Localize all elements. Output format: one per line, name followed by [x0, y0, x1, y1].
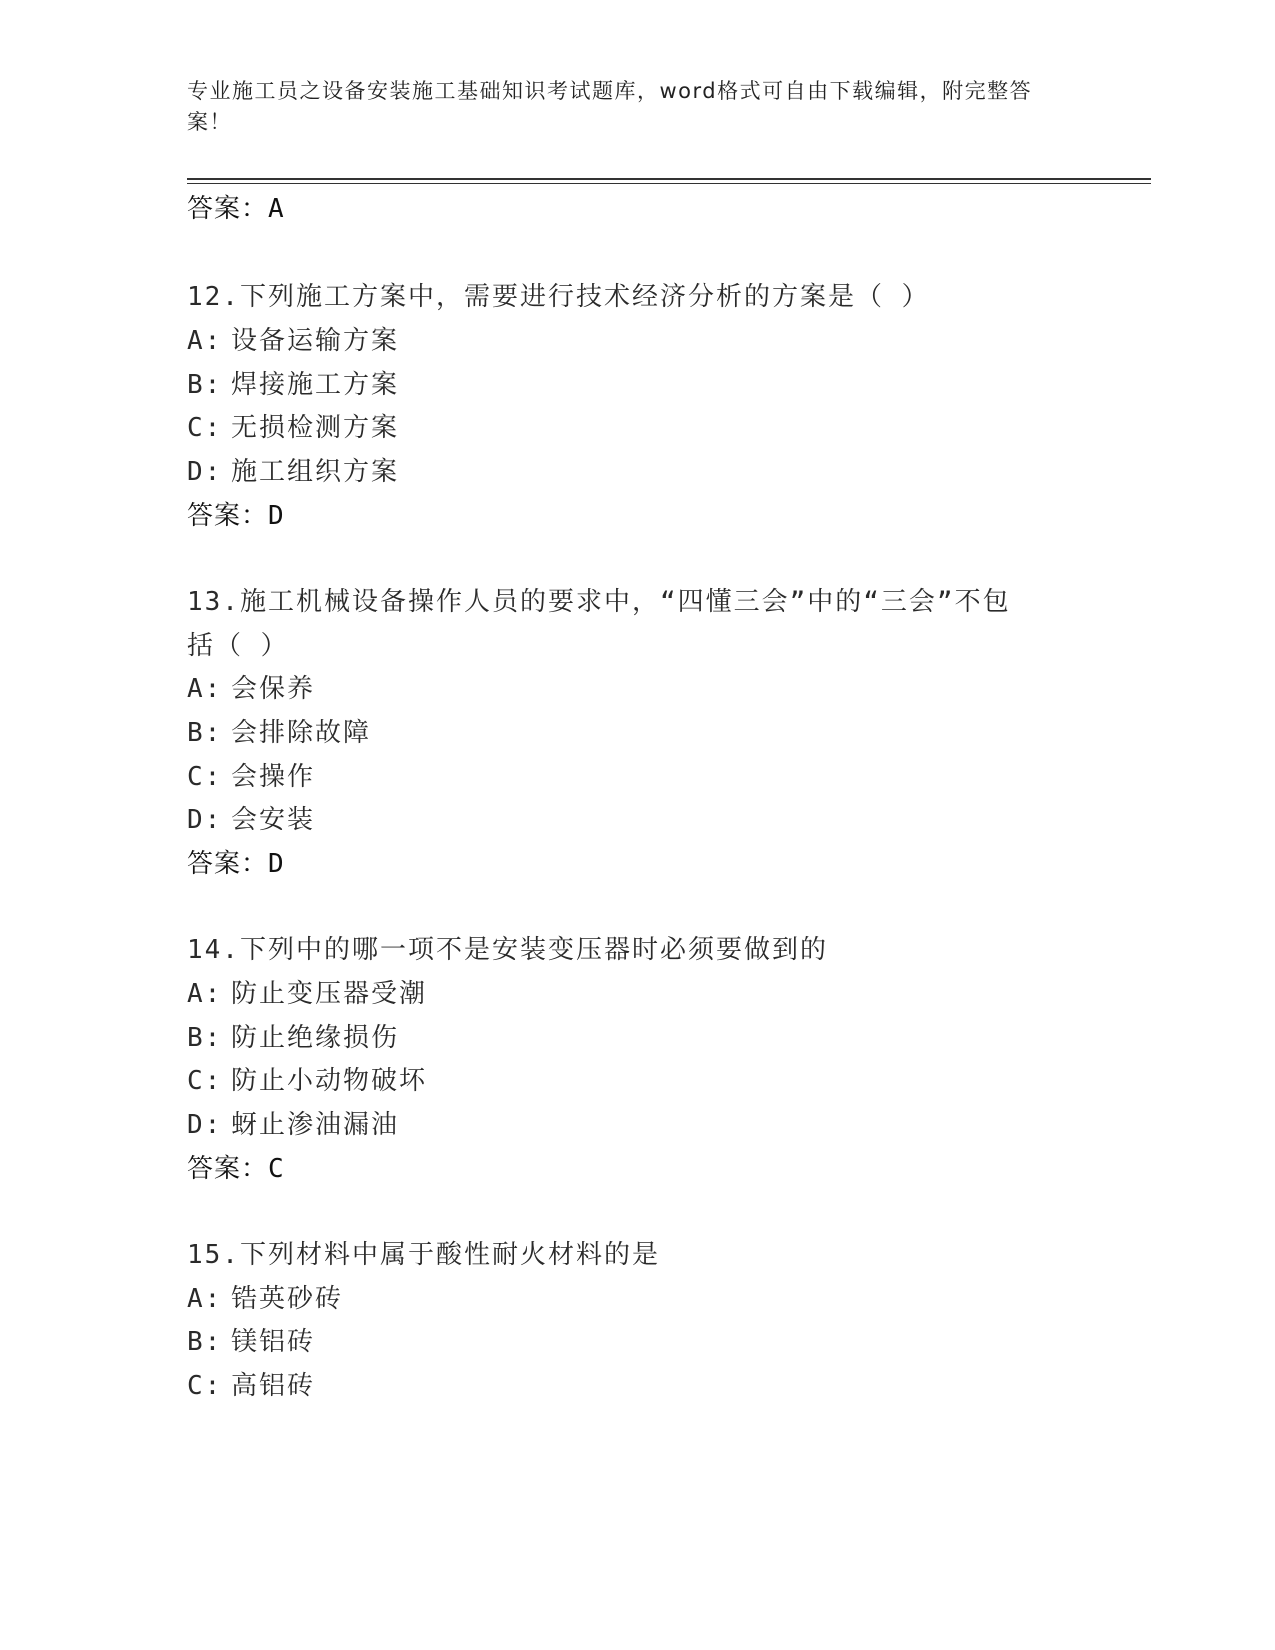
question-stem: 15.下列材料中属于酸性耐火材料的是 [187, 1240, 660, 1270]
option-text: 无损检测方案 [231, 413, 400, 443]
answer-line [187, 192, 285, 226]
answer-line [187, 847, 285, 881]
option-row [187, 1369, 315, 1403]
option-row [187, 716, 371, 750]
option-row [187, 760, 315, 794]
option-row [187, 1325, 315, 1359]
option-text: 会操作 [231, 762, 316, 792]
answer-label: 答案： [187, 501, 269, 531]
option-text: 锆英砂砖 [231, 1284, 344, 1314]
answer-value: D [268, 849, 285, 879]
option-key: C: [187, 1371, 223, 1401]
question-stem: 14.下列中的哪一项不是安装变压器时必须要做到的 [187, 935, 828, 965]
option-text: 镁铝砖 [231, 1327, 316, 1357]
option-key: D: [187, 1110, 223, 1140]
option-text: 设备运输方案 [231, 326, 400, 356]
answer-line [187, 1152, 285, 1186]
option-row [187, 977, 427, 1011]
option-row [187, 324, 399, 358]
option-row [187, 1064, 427, 1098]
header-rule-thin [187, 183, 1151, 184]
question-stem: 12.下列施工方案中，需要进行技术经济分析的方案是（ ） [187, 282, 930, 312]
option-row [187, 1282, 343, 1316]
option-row [187, 411, 399, 445]
option-key: C: [187, 413, 223, 443]
option-text: 施工组织方案 [231, 457, 400, 487]
option-text: 防止小动物破坏 [231, 1066, 428, 1096]
option-key: D: [187, 805, 223, 835]
option-key: D: [187, 457, 223, 487]
option-key: B: [187, 1327, 223, 1357]
option-key: B: [187, 1023, 223, 1053]
option-text: 防止变压器受潮 [231, 979, 428, 1009]
answer-value: A [268, 194, 285, 224]
option-text: 焊接施工方案 [231, 370, 400, 400]
option-row [187, 455, 399, 489]
header-rule-thick [187, 178, 1151, 180]
option-key: C: [187, 1066, 223, 1096]
option-text: 会排除故障 [231, 718, 372, 748]
option-row [187, 1021, 399, 1055]
option-key: A: [187, 326, 223, 356]
option-text: 高铝砖 [231, 1371, 316, 1401]
option-key: A: [187, 979, 223, 1009]
answer-value: C [268, 1154, 285, 1184]
question-stem: 13.施工机械设备操作人员的要求中，“四懂三会”中的“三会”不包 [187, 587, 1011, 617]
option-row [187, 803, 315, 837]
option-text: 蚜止渗油漏油 [231, 1110, 400, 1140]
answer-label: 答案： [187, 194, 269, 224]
option-key: A: [187, 1284, 223, 1314]
option-text: 会保养 [231, 674, 316, 704]
option-row [187, 368, 399, 402]
option-row [187, 1108, 399, 1142]
answer-value: D [268, 501, 285, 531]
option-row [187, 672, 315, 706]
option-key: B: [187, 718, 223, 748]
answer-label: 答案： [187, 849, 269, 879]
answer-label: 答案： [187, 1154, 269, 1184]
option-key: A: [187, 674, 223, 704]
option-text: 会安装 [231, 805, 316, 835]
option-key: B: [187, 370, 223, 400]
document-header: 专业施工员之设备安装施工基础知识考试题库，word格式可自由下载编辑，附完整答案！ [187, 79, 1033, 134]
option-text: 防止绝缘损伤 [231, 1023, 400, 1053]
question-stem-continued: 括（ ） [187, 631, 289, 661]
answer-line [187, 499, 285, 533]
option-key: C: [187, 762, 223, 792]
